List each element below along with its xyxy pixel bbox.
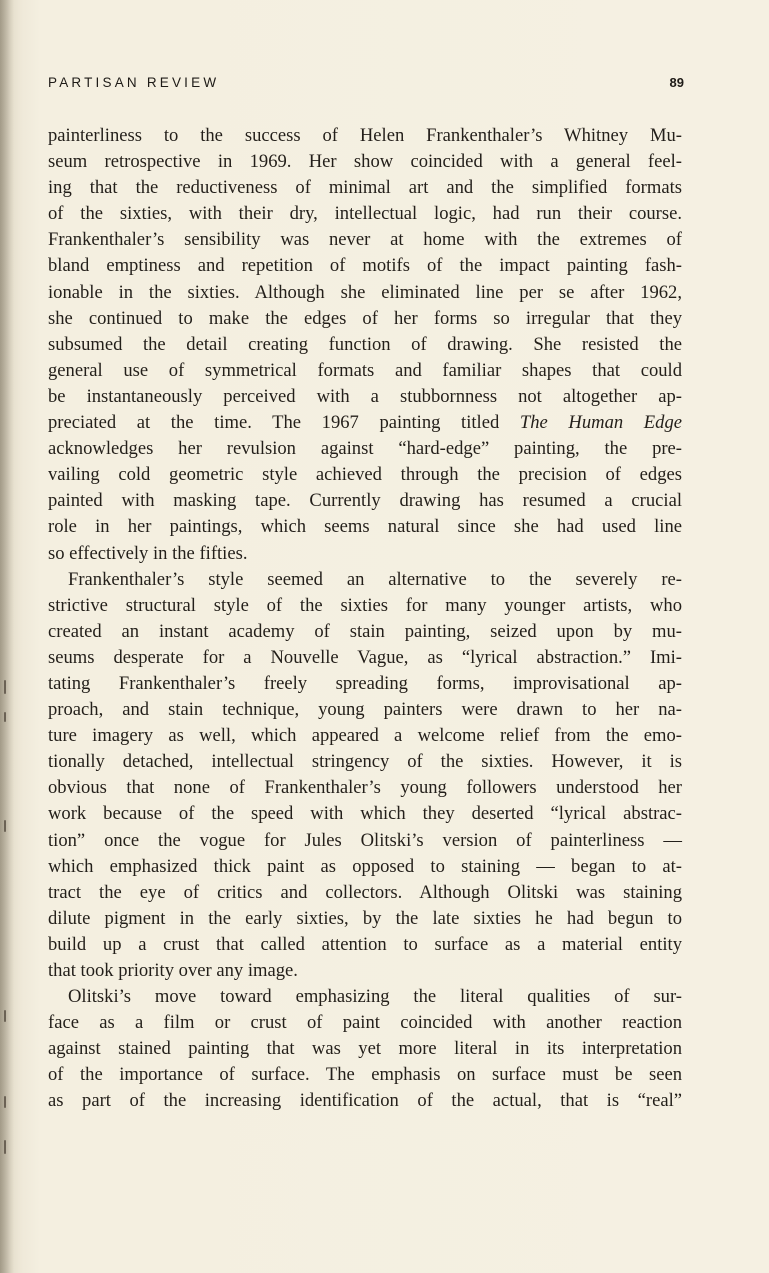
text-line: Olitski’s move toward emphasizing the literal qualities of sur- bbox=[68, 986, 682, 1008]
text-line: work because of the speed with which they deserted “lyrical abstrac- bbox=[48, 803, 682, 825]
text-line: tating Frankenthaler’s freely spreading forms, improvisational ap- bbox=[48, 672, 682, 694]
text-line: seums desperate for a Nouvelle Vague, as “lyrical abstraction.” Imi- bbox=[48, 646, 682, 668]
text-line: build up a crust that called attention to surface as a material entity bbox=[48, 933, 682, 955]
text-segment: preciated at the time. The 1967 painting titled bbox=[48, 412, 520, 434]
text-line: role in her paintings, which seems natural since she had used line bbox=[48, 516, 682, 538]
margin-mark bbox=[4, 1140, 6, 1154]
text-line: dilute pigment in the early sixties, by the late sixties he had begun to bbox=[48, 907, 682, 929]
article-body bbox=[48, 123, 682, 1115]
text-line: be instantaneously perceived with a stubbornness not altogether ap- bbox=[48, 385, 682, 407]
text-line: Frankenthaler’s sensibility was never at home with the extremes of bbox=[48, 229, 682, 251]
artwork-title: The Human Edge bbox=[519, 412, 683, 434]
text-line: bland emptiness and repetition of motifs of the impact painting fash- bbox=[48, 255, 682, 277]
text-line: seum retrospective in 1969. Her show coincided with a general feel- bbox=[48, 151, 682, 173]
margin-mark bbox=[4, 1096, 6, 1108]
margin-mark bbox=[4, 680, 6, 694]
text-line: painted with masking tape. Currently drawing has resumed a crucial bbox=[48, 490, 682, 512]
text-line: general use of symmetrical formats and familiar shapes that could bbox=[48, 359, 682, 381]
text-line: tionally detached, intellectual stringency of the sixties. However, it is bbox=[48, 751, 682, 773]
text-line: created an instant academy of stain painting, seized upon by mu- bbox=[48, 620, 682, 642]
text-line: against stained painting that was yet more literal in its interpretation bbox=[48, 1038, 682, 1060]
text-line: painterliness to the success of Helen Frankenthaler’s Whitney Mu- bbox=[48, 125, 682, 146]
text-line: as part of the increasing identification of the actual, that is “real” bbox=[48, 1090, 682, 1112]
page-number: 89 bbox=[669, 75, 684, 90]
text-line-with-title bbox=[48, 410, 682, 436]
text-line: of the sixties, with their dry, intellectual logic, had run their course. bbox=[48, 203, 682, 225]
binding-gutter-shadow bbox=[0, 0, 14, 1273]
margin-mark bbox=[4, 820, 6, 832]
text-line: she continued to make the edges of her forms so irregular that they bbox=[48, 307, 682, 329]
text-line: of the importance of surface. The emphasis on surface must be seen bbox=[48, 1064, 682, 1086]
text-line: proach, and stain technique, young painters were drawn to her na- bbox=[48, 699, 682, 721]
text-line: subsumed the detail creating function of drawing. She resisted the bbox=[48, 333, 682, 355]
text-line: that took priority over any image. bbox=[48, 960, 298, 981]
text-line: acknowledges her revulsion against “hard-edge” painting, the pre- bbox=[48, 438, 682, 460]
text-line: ing that the reductiveness of minimal art and the simplified formats bbox=[48, 177, 682, 199]
text-line: ionable in the sixties. Although she eliminated line per se after 1962, bbox=[48, 281, 682, 303]
text-line: face as a film or crust of paint coincided with another reaction bbox=[48, 1012, 682, 1034]
text-line: ture imagery as well, which appeared a welcome relief from the emo- bbox=[48, 725, 682, 747]
journal-title: PARTISAN REVIEW bbox=[48, 75, 220, 90]
text-line: strictive structural style of the sixties for many younger artists, who bbox=[48, 594, 682, 616]
margin-mark bbox=[4, 712, 6, 722]
text-line: tion” once the vogue for Jules Olitski’s version of painterliness — bbox=[48, 829, 682, 851]
text-line: obvious that none of Frankenthaler’s young followers understood her bbox=[48, 777, 682, 799]
text-line: so effectively in the fifties. bbox=[48, 542, 248, 564]
text-line: tract the eye of critics and collectors. Although Olitski was staining bbox=[48, 881, 682, 903]
margin-mark bbox=[4, 1010, 6, 1022]
text-line: which emphasized thick paint as opposed to staining — began to at- bbox=[48, 855, 682, 877]
text-line: vailing cold geometric style achieved through the precision of edges bbox=[48, 464, 682, 486]
running-head bbox=[48, 73, 684, 95]
text-line: Frankenthaler’s style seemed an alternative to the severely re- bbox=[68, 568, 682, 590]
